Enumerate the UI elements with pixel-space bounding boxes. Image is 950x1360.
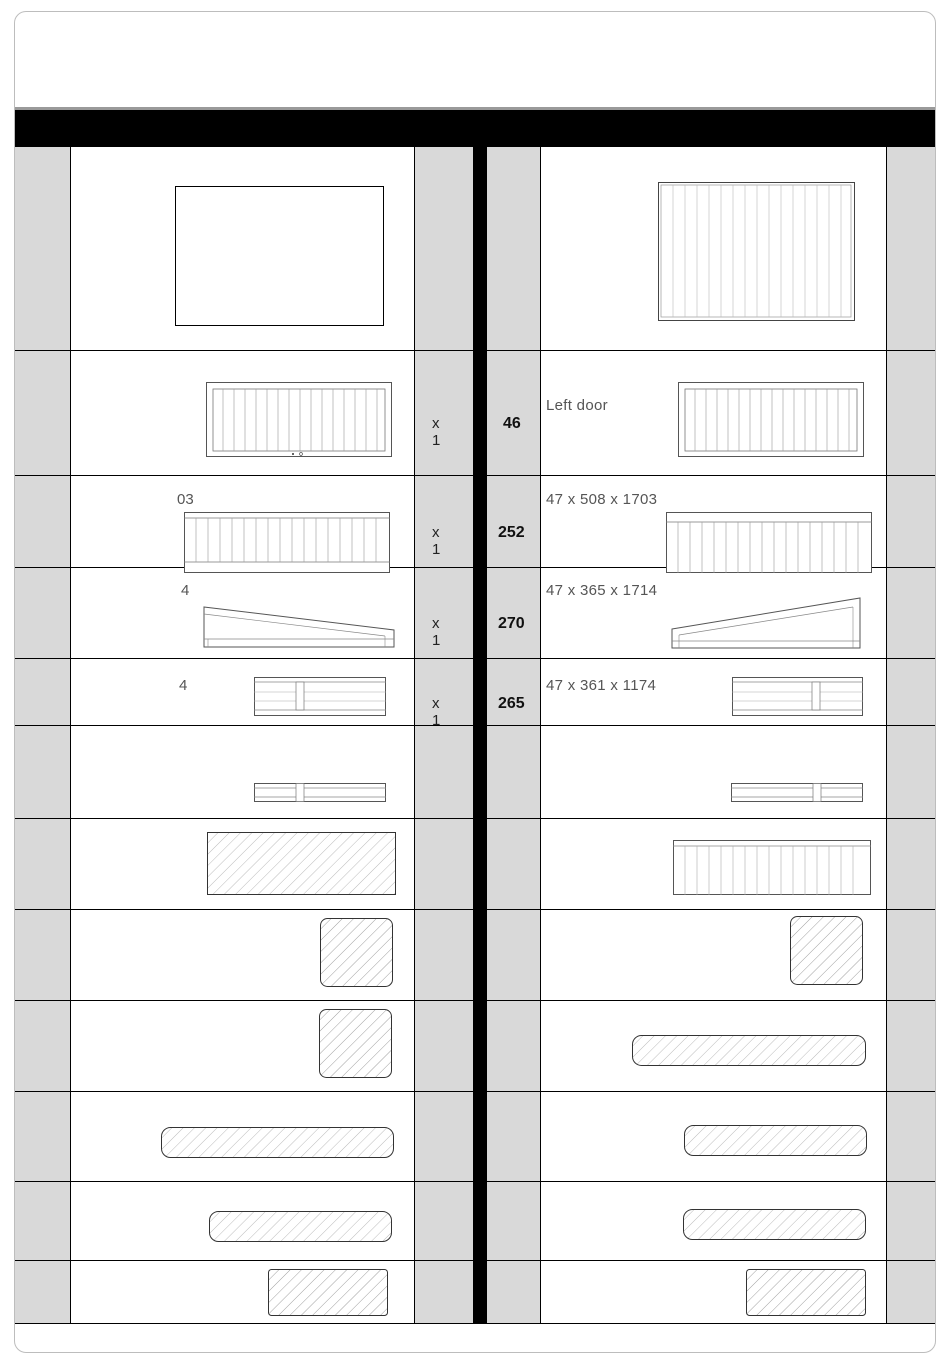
- parts-list-page: [14, 11, 936, 1353]
- clipped-dimension-text: 4: [179, 677, 188, 694]
- panel-outline-drawing: [175, 186, 385, 326]
- part-description: 47 x 508 x 1703: [546, 491, 658, 508]
- part-description: 47 x 365 x 1714: [546, 582, 658, 599]
- slatted-wall-panel-drawing: [184, 512, 390, 574]
- slatted-wall-panel-drawing: [666, 512, 872, 574]
- left-door-drawing: [678, 382, 864, 458]
- quantity: x 1: [432, 415, 441, 449]
- center-divider: [473, 110, 487, 1324]
- hatched-block-drawing: [319, 1009, 393, 1079]
- hatched-batten-drawing: [209, 1211, 393, 1243]
- hatched-block-drawing: [790, 916, 864, 986]
- part-number: 252: [498, 524, 525, 541]
- hatched-batten-drawing: [684, 1125, 868, 1157]
- part-description: Left door: [546, 397, 608, 414]
- part-description: 47 x 361 x 1174: [546, 677, 657, 694]
- part-number: 270: [498, 615, 525, 632]
- quantity: x 1: [432, 615, 441, 649]
- right-number-column: [487, 147, 540, 1324]
- sloped-panel-drawing: [671, 597, 861, 649]
- col-line: [70, 110, 71, 1324]
- short-frame-drawing: [254, 677, 387, 717]
- slatted-panel-drawing: [658, 182, 855, 322]
- col-line: [414, 110, 415, 1324]
- sloped-panel-drawing: [203, 606, 395, 648]
- left-qty-column: [415, 147, 473, 1324]
- hatched-block-drawing: [746, 1269, 867, 1317]
- quantity: x 1: [432, 524, 441, 558]
- col-line: [886, 110, 887, 1324]
- part-number: 265: [498, 695, 525, 712]
- hatched-batten-drawing: [161, 1127, 395, 1159]
- part-number: 46: [503, 415, 521, 432]
- table-header-left: [15, 110, 473, 147]
- rail-drawing: [731, 783, 864, 803]
- hatched-block-drawing: [268, 1269, 389, 1317]
- hatched-block-drawing: [320, 918, 394, 988]
- left-index-column: [15, 147, 70, 1324]
- hatched-batten-drawing: [632, 1035, 867, 1067]
- slatted-board-drawing: [673, 840, 871, 896]
- right-qty-column: [887, 147, 935, 1324]
- col-line: [540, 110, 541, 1324]
- clipped-dimension-text: 03: [177, 491, 194, 508]
- quantity: x 1: [432, 695, 441, 729]
- table-header-right: [487, 110, 935, 147]
- left-door-drawing: [206, 382, 392, 458]
- rail-drawing: [254, 783, 387, 803]
- short-frame-drawing: [732, 677, 864, 717]
- hatched-batten-drawing: [683, 1209, 867, 1241]
- clipped-dimension-text: 4: [181, 582, 190, 599]
- hatched-board-drawing: [207, 832, 397, 896]
